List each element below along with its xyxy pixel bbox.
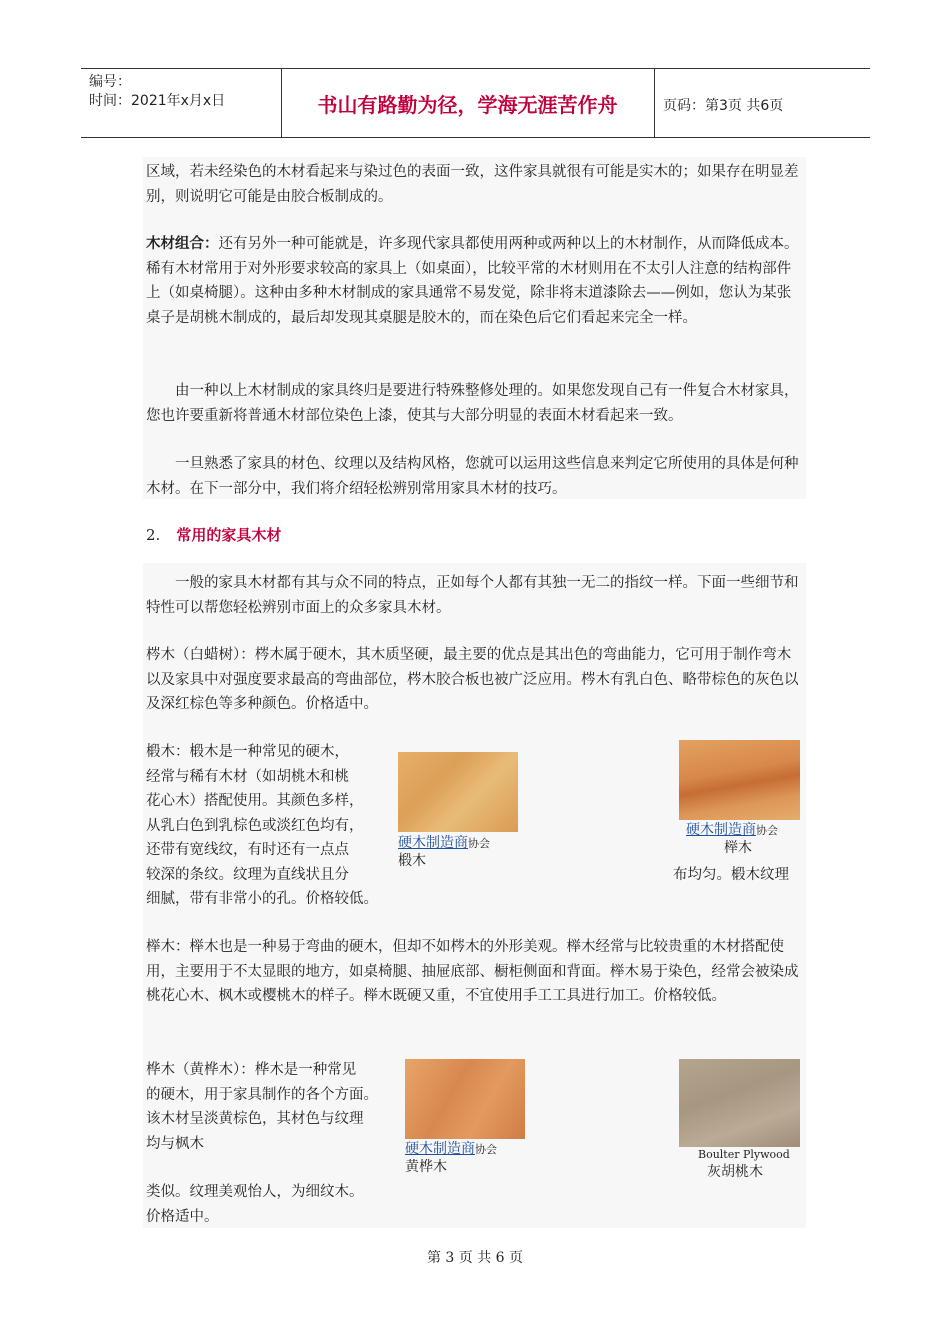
paragraph-gum bbox=[146, 740, 406, 912]
gum-line: 较深的条纹。纹理为直线状且分 bbox=[146, 866, 349, 883]
gum-line: 经常与稀有木材（如胡桃木和桃 bbox=[146, 768, 349, 785]
section-heading bbox=[146, 524, 281, 545]
gum-line: 花心木）搭配使用。其颜色多样， bbox=[146, 793, 364, 809]
paragraph-composite: 由一种以上木材制成的家具终归是要进行特殊整修处理的。如果您发现自己有一件复合木材家具，您也许要重新将普通木材部位染色上漆，使其与大部分明显的表面木材看起来一致。 bbox=[146, 383, 799, 424]
hardwood-link-2[interactable]: 硬木制造商 bbox=[686, 822, 756, 838]
assoc-label-1: 协会 bbox=[468, 837, 490, 850]
gum-text-tail: 布均匀。椴木纹理 bbox=[673, 867, 789, 883]
gum-line: 椴木：椴木是一种常见的硬木， bbox=[146, 744, 349, 760]
gum-line: 还带有宽线纹，有时还有一点点 bbox=[146, 842, 349, 858]
combo-text: 还有另外一种可能就是，许多现代家具都使用两种或两种以上的木材制作，从而降低成本。稀有木材常用于对外形要求较高的家具上（如桌面），比较平常的木材则用在不太引人注意的结构部件上（如桌椅腿）。这种由多种木材制成的家具通常不易发觉，除非将末道漆除去——例如，您认为某张桌子是胡桃木制成的，最后却发现其桌腿是胶木的，而在染色后它们看起来完全一样。 bbox=[146, 236, 799, 326]
combo-title: 木材组合： bbox=[146, 235, 219, 252]
header-motto-cell bbox=[281, 69, 655, 137]
fig1-caption-link bbox=[398, 834, 490, 853]
paragraph-section-intro: 一般的家具木材都有其与众不同的特点，正如每个人都有其独一无二的指纹一样。下面一些细节和特性可以帮您轻松辨别市面上的众多家具木材。 bbox=[146, 575, 799, 616]
birch-line: 桦木（黄桦木）：桦木是一种常见 bbox=[146, 1062, 357, 1078]
assoc-label-2: 协会 bbox=[756, 824, 778, 837]
paragraph-birch-tail bbox=[146, 1180, 406, 1229]
header-meta bbox=[81, 69, 282, 137]
beech-wood-image bbox=[679, 740, 800, 820]
time-label: 时间：2021年x月x日 bbox=[89, 93, 226, 109]
birch-line: 的硬木，用于家具制作的各个方面。 bbox=[146, 1086, 378, 1103]
fig4-name: 灰胡桃木 bbox=[707, 1164, 763, 1180]
page-header bbox=[81, 68, 870, 138]
section-title: 常用的家具木材 bbox=[176, 526, 282, 544]
paragraph-ash: 梣木（白蜡树）：梣木属于硬木，其木质坚硬，最主要的优点是其出色的弯曲能力，它可用于制作弯木以及家具中对强度要求最高的弯曲部位，梣木胶合板也被广泛应用。梣木有乳白色、略带棕色的灰色以及深红棕色等多种颜色。价格适中。 bbox=[146, 647, 799, 712]
birch-line: 均与枫木 bbox=[146, 1135, 204, 1152]
birch-wood-image bbox=[405, 1059, 525, 1139]
paragraph-birch bbox=[146, 1058, 396, 1156]
page-footer: 第 3 页 共 6 页 bbox=[426, 1250, 524, 1266]
paragraph-combo bbox=[146, 232, 802, 330]
motto: 书山有路勤为径，学海无涯苦作舟 bbox=[317, 92, 618, 117]
birch-tail-line: 类似。纹理美观怡人，为细纹木。 bbox=[146, 1184, 364, 1200]
fig3-caption-link bbox=[405, 1140, 497, 1159]
butternut-wood-image bbox=[679, 1059, 800, 1147]
page-label: 页码：第3页 共6页 bbox=[663, 98, 784, 114]
gum-line: 细腻，带有非常小的孔。价格较低。 bbox=[146, 891, 378, 907]
paragraph-familiar: 一旦熟悉了家具的材色、纹理以及结构风格，您就可以运用这些信息来判定它所使用的具体是何种木材。在下一部分中，我们将介绍轻松辨别常用家具木材的技巧。 bbox=[146, 456, 799, 497]
hardwood-link-3[interactable]: 硬木制造商 bbox=[405, 1141, 475, 1157]
gum-wood-image bbox=[398, 752, 518, 832]
fig1-name: 椴木 bbox=[398, 853, 426, 869]
fig2-caption-link bbox=[686, 821, 778, 840]
paragraph-beech: 榉木：榉木也是一种易于弯曲的硬木，但却不如梣木的外形美观。榉木经常与比较贵重的木材搭配使用，主要用于不太显眼的地方，如桌椅腿、抽屉底部、橱柜侧面和背面。榉木易于染色，经常会被染成桃花心木、枫木或樱桃木的样子。榉木既硬又重，不宜使用手工工具进行加工。价格较低。 bbox=[146, 939, 799, 1004]
gum-line: 从乳白色到乳棕色或淡红色均有， bbox=[146, 817, 364, 834]
section-number: 2. bbox=[146, 526, 161, 544]
fig4-source: Boulter Plywood bbox=[698, 1148, 790, 1161]
birch-line: 该木材呈淡黄棕色，其材色与纹理 bbox=[146, 1111, 364, 1127]
fig2-name: 榉木 bbox=[724, 840, 752, 856]
birch-tail-line: 价格适中。 bbox=[146, 1208, 219, 1225]
assoc-label-3: 协会 bbox=[475, 1143, 497, 1156]
hardwood-link-1[interactable]: 硬木制造商 bbox=[398, 835, 468, 851]
paragraph-intro: 区域，若未经染色的木材看起来与染过色的表面一致，这件家具就很有可能是实木的；如果存在明显差别，则说明它可能是由胶合板制成的。 bbox=[146, 164, 799, 205]
fig3-name: 黄桦木 bbox=[405, 1159, 447, 1175]
number-label: 编号： bbox=[89, 74, 131, 90]
